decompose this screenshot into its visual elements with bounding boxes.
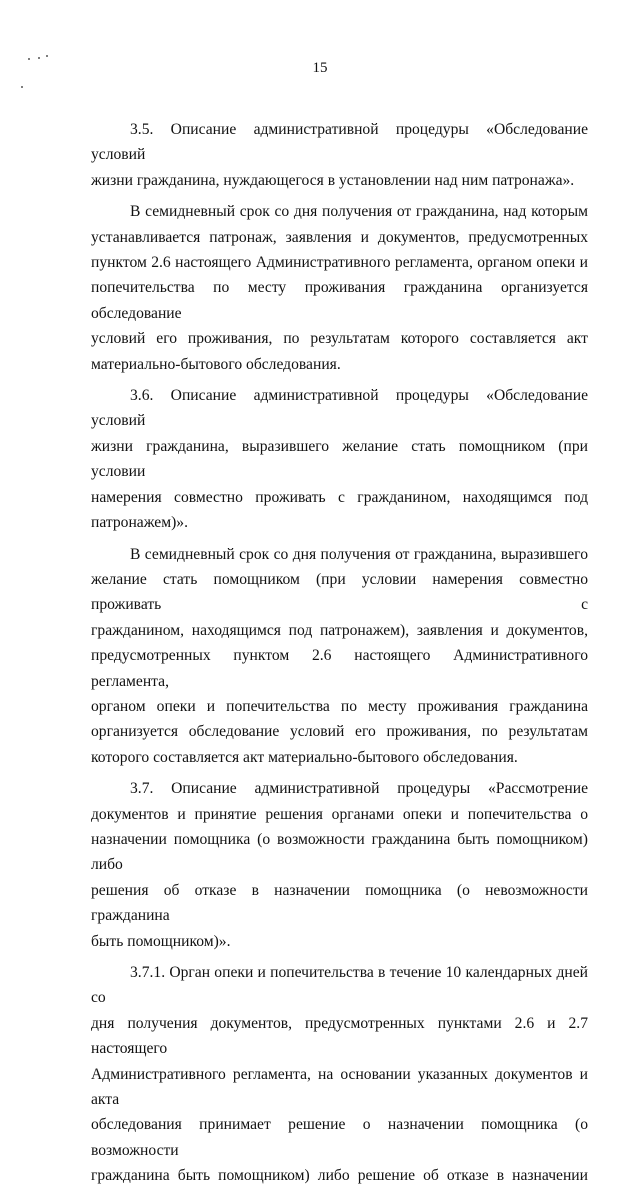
text-line: организуется обследование условий его проживания, по результатам (91, 723, 588, 741)
text-line: решения об отказе в назначении помощника (о невозможности гражданина (91, 881, 588, 925)
text-line: предусмотренных пунктом 2.6 настоящего Административного регламента, (91, 647, 588, 690)
paragraph-3-5-heading (91, 117, 588, 193)
document-body (91, 117, 588, 1195)
text-line: обследования принимает решение о назначении помощника (о возможности (91, 1116, 588, 1159)
text-line: назначении помощника (о возможности гражданина быть помощником) либо (91, 830, 588, 874)
text-line: гражданином, находящимся под патронажем), заявления и документов, (91, 621, 588, 639)
page-number: 15 (312, 60, 328, 76)
text-line: условий его проживания, по результатам которого составляется акт (91, 330, 588, 348)
paragraph-3-6-body (91, 542, 588, 771)
text-line: В семидневный срок со дня получения от гражданина, выразившего (130, 545, 588, 563)
paragraph-3-5-body (91, 199, 588, 377)
text-line: которого составляется акт материально-бытового обследования. (91, 748, 518, 766)
text-line: намерения совместно проживать с гражданином, находящимся под (91, 488, 588, 506)
text-line: патронажем)». (91, 514, 188, 532)
scan-artifact-dot (46, 55, 48, 57)
text-line: документов и принятие решения органами опеки и попечительства о (91, 805, 588, 823)
text-line: 3.7. Описание административной процедуры «Рассмотрение (130, 780, 588, 798)
text-line: устанавливается патронаж, заявления и документов, предусмотренных (91, 228, 588, 246)
text-line: Административного регламента, на основании указанных документов и акта (91, 1065, 588, 1109)
text-line: попечительства по месту проживания гражданина организуется обследование (91, 279, 588, 322)
scan-artifact-dot (21, 86, 23, 88)
text-line: материально-бытового обследования. (91, 355, 341, 373)
text-line: 3.7.1. Орган опеки и попечительства в течение 10 календарных дней со (91, 964, 588, 1007)
text-line: жизни гражданина, нуждающегося в установлении над ним патронажа». (91, 171, 575, 189)
text-line: желание стать помощником (при условии намерения совместно проживать с (91, 570, 588, 614)
paragraph-3-7-heading (91, 776, 588, 954)
text-line: гражданина быть помощником) либо решение об отказе в назначении (91, 1167, 588, 1185)
text-line: жизни гражданина, выразившего желание стать помощником (при условии (91, 437, 588, 481)
text-line: быть помощником)». (91, 932, 231, 950)
text-line: В семидневный срок со дня получения от гражданина, над которым (130, 203, 588, 221)
paragraph-3-7-1 (91, 960, 588, 1189)
text-line: дня получения документов, предусмотренных пунктами 2.6 и 2.7 настоящего (91, 1014, 588, 1058)
paragraph-3-6-heading (91, 383, 588, 535)
text-line: 3.5. Описание административной процедуры «Обследование условий (91, 121, 588, 164)
scan-artifact-dot (38, 57, 40, 59)
text-line: пунктом 2.6 настоящего Административного регламента, органом опеки и (91, 254, 588, 272)
text-line: 3.6. Описание административной процедуры «Обследование условий (91, 387, 588, 430)
text-line: органом опеки и попечительства по месту проживания гражданина (91, 697, 588, 715)
